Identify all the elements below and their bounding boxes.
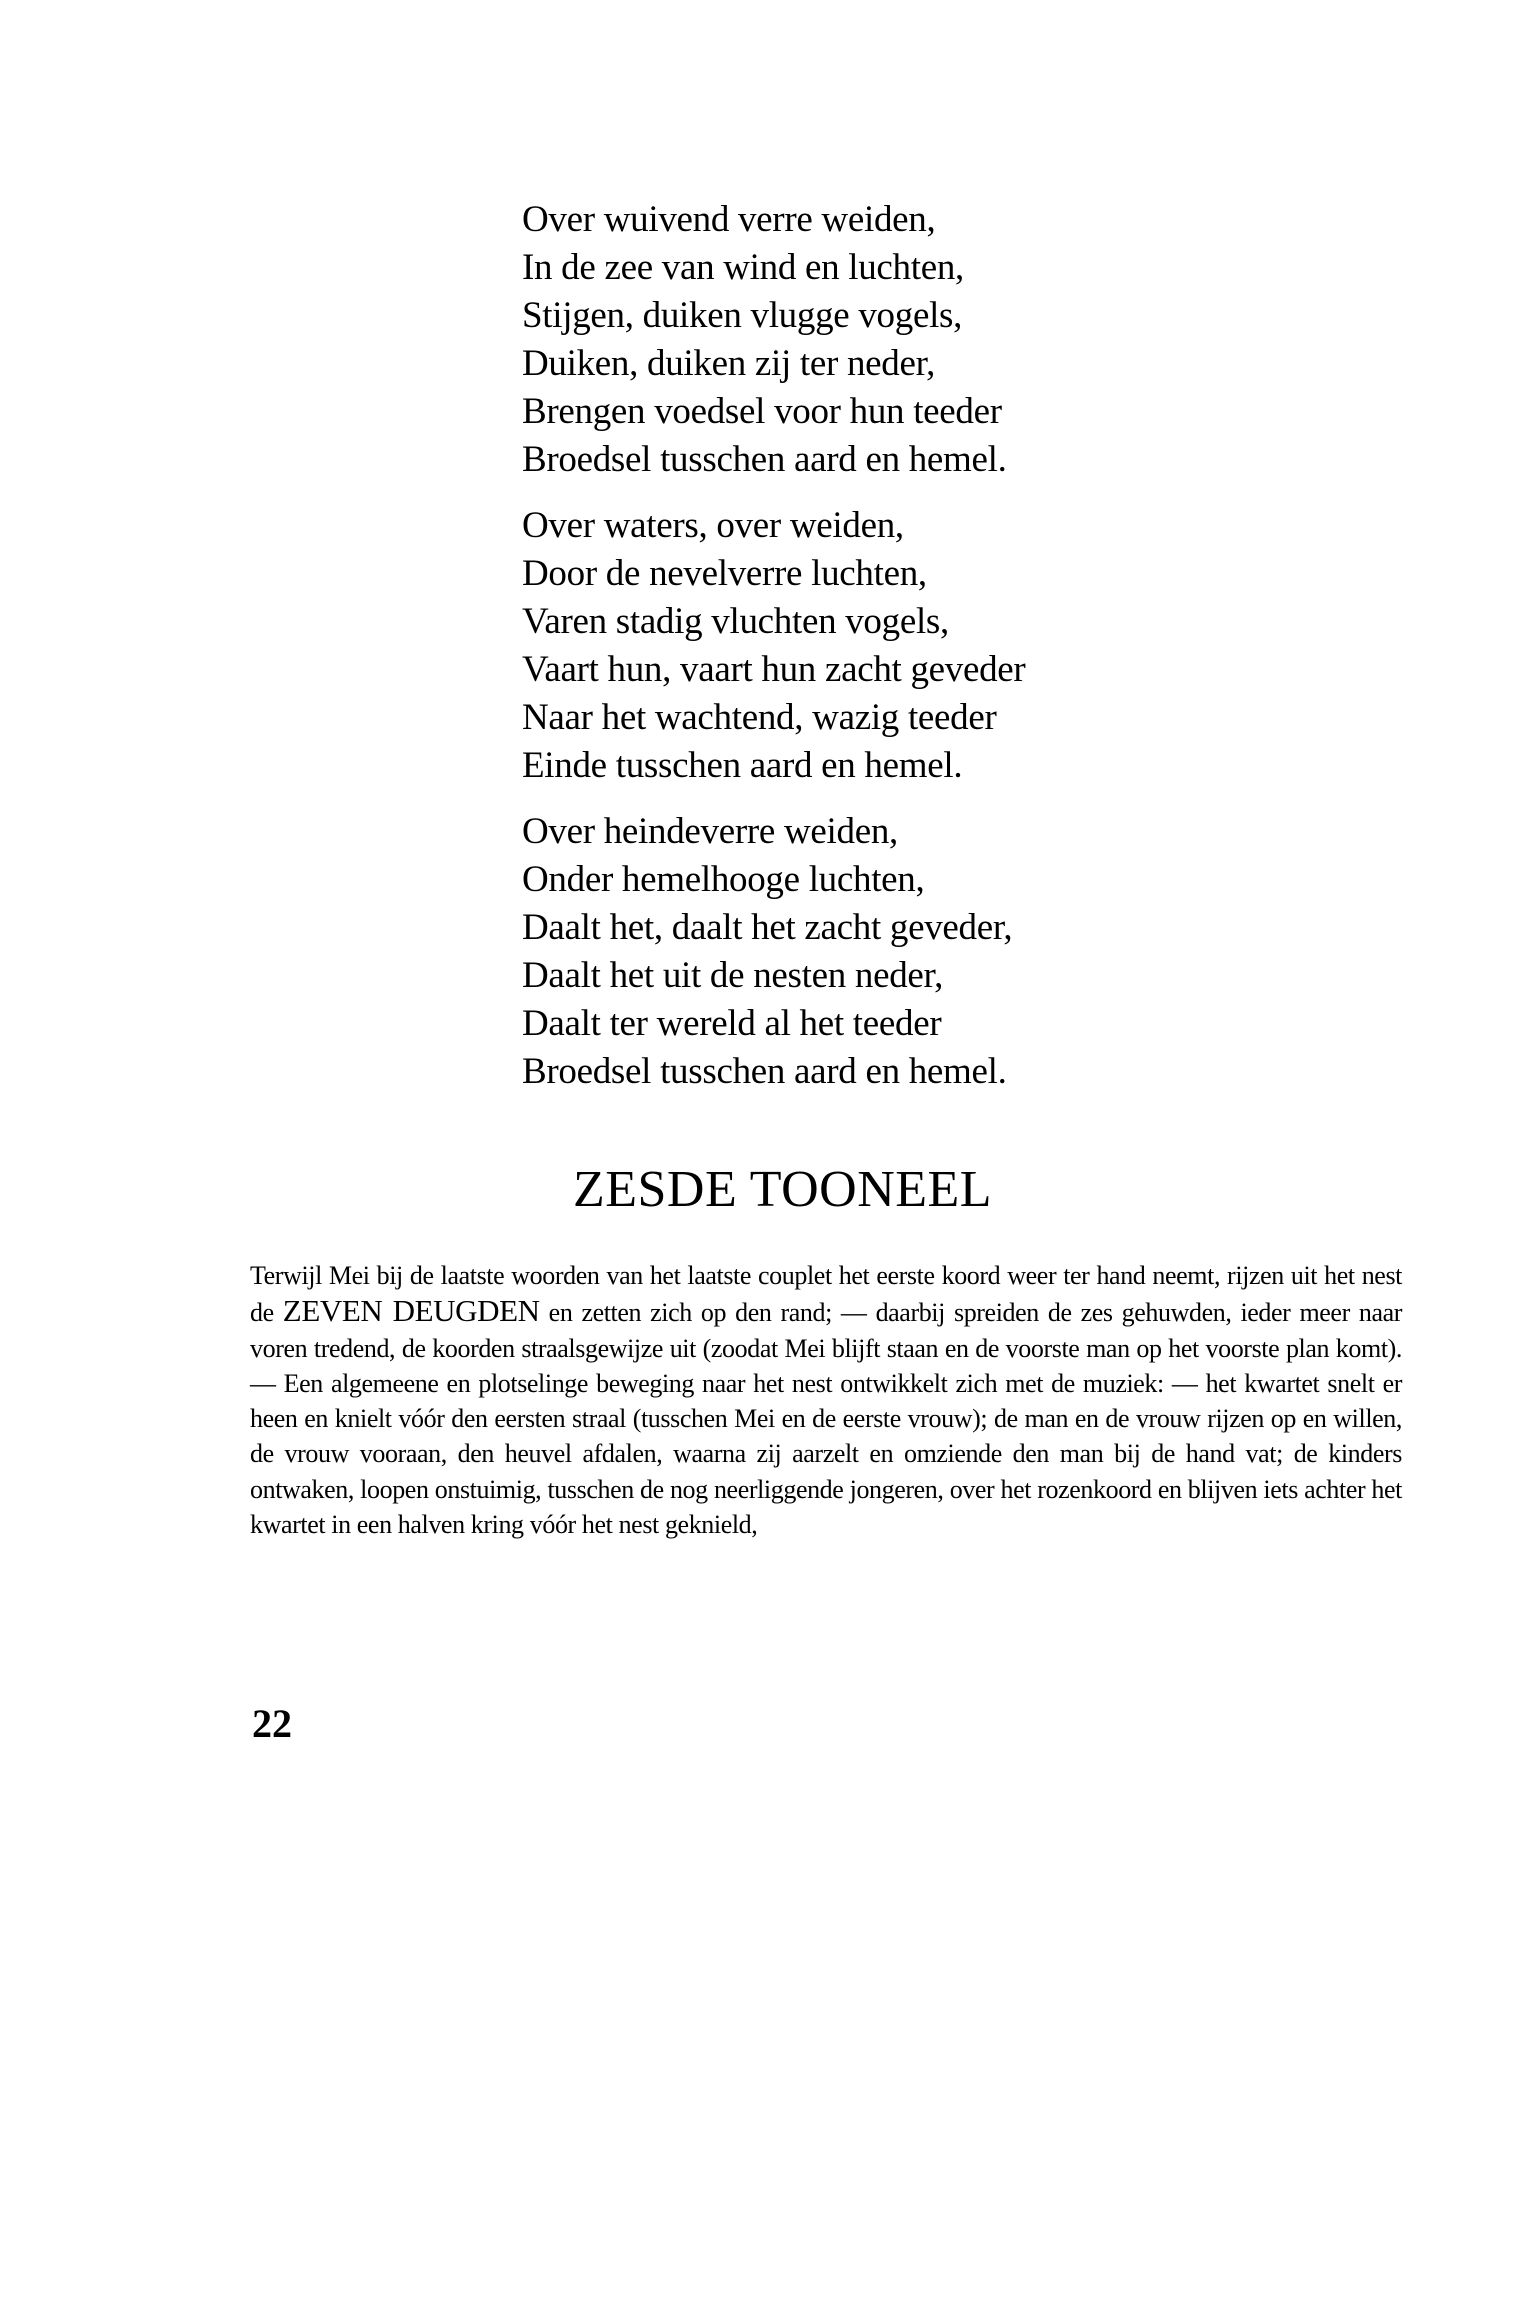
poem-stanza-3	[522, 808, 1322, 1096]
poem-line: Daalt ter wereld al het teeder	[522, 1003, 942, 1044]
poem-line: Over waters, over weiden,	[522, 505, 904, 546]
stage-direction-paragraph	[250, 1258, 1402, 1542]
prose-text: en zetten zich op den rand; — daarbij spreiden de zes gehuwden, ieder meer naar voren tredend, de koorden straalsgewijze uit (zoodat Mei blijft staan en de voorste man op het voorste plan komt). — Een algemeene en plotselinge beweging naar het nest ontwikkelt zich met de muziek: — het kwartet snelt er heen en knielt vóór den eersten straal (tusschen Mei en de eerste vrouw); de man en de vrouw rijzen op en willen, de vrouw vooraan, den heuvel afdalen, waarna zij aarzelt en omziende den man bij de hand vat; de kinders ontwaken, loopen onstuimig, tusschen de nog neerliggende jongeren, over het rozenkoord en blijven iets achter het kwartet in een halven kring vóór het nest geknield,	[250, 1298, 1402, 1540]
poem-line: Einde tusschen aard en hemel.	[522, 745, 963, 786]
poem-line: Onder hemelhooge luchten,	[522, 859, 925, 900]
poem-line: Naar het wachtend, wazig teeder	[522, 697, 997, 738]
prose-caps-names: ZEVEN DEUGDEN	[282, 1293, 540, 1329]
poem	[522, 196, 1322, 1114]
poem-line: Door de nevelverre luchten,	[522, 553, 927, 594]
poem-line: Varen stadig vluchten vogels,	[522, 601, 949, 642]
poem-stanza-1	[522, 196, 1322, 484]
poem-line: Over heindeverre weiden,	[522, 811, 898, 852]
poem-line: Over wuivend verre weiden,	[522, 199, 936, 240]
poem-line: Daalt het uit de nesten neder,	[522, 955, 944, 996]
poem-line: Broedsel tusschen aard en hemel.	[522, 439, 1007, 480]
poem-line: Duiken, duiken zij ter neder,	[522, 343, 936, 384]
prose-text: Terwijl Mei bij de laatste woorden van het laatste couplet het eerste koord weer ter hand neemt, rijzen uit het nest de	[250, 1261, 1402, 1328]
poem-line: Daalt het, daalt het zacht geveder,	[522, 907, 1013, 948]
poem-line: Broedsel tusschen aard en hemel.	[522, 1051, 1007, 1092]
scene-title: ZESDE TOONEEL	[572, 1161, 993, 1218]
poem-line: Stijgen, duiken vlugge vogels,	[522, 295, 963, 336]
poem-line: Brengen voedsel voor hun teeder	[522, 391, 1002, 432]
page-number: 22	[252, 1701, 292, 1746]
poem-line: In de zee van wind en luchten,	[522, 247, 965, 288]
poem-line: Vaart hun, vaart hun zacht geveder	[522, 649, 1026, 690]
poem-stanza-2	[522, 502, 1322, 790]
